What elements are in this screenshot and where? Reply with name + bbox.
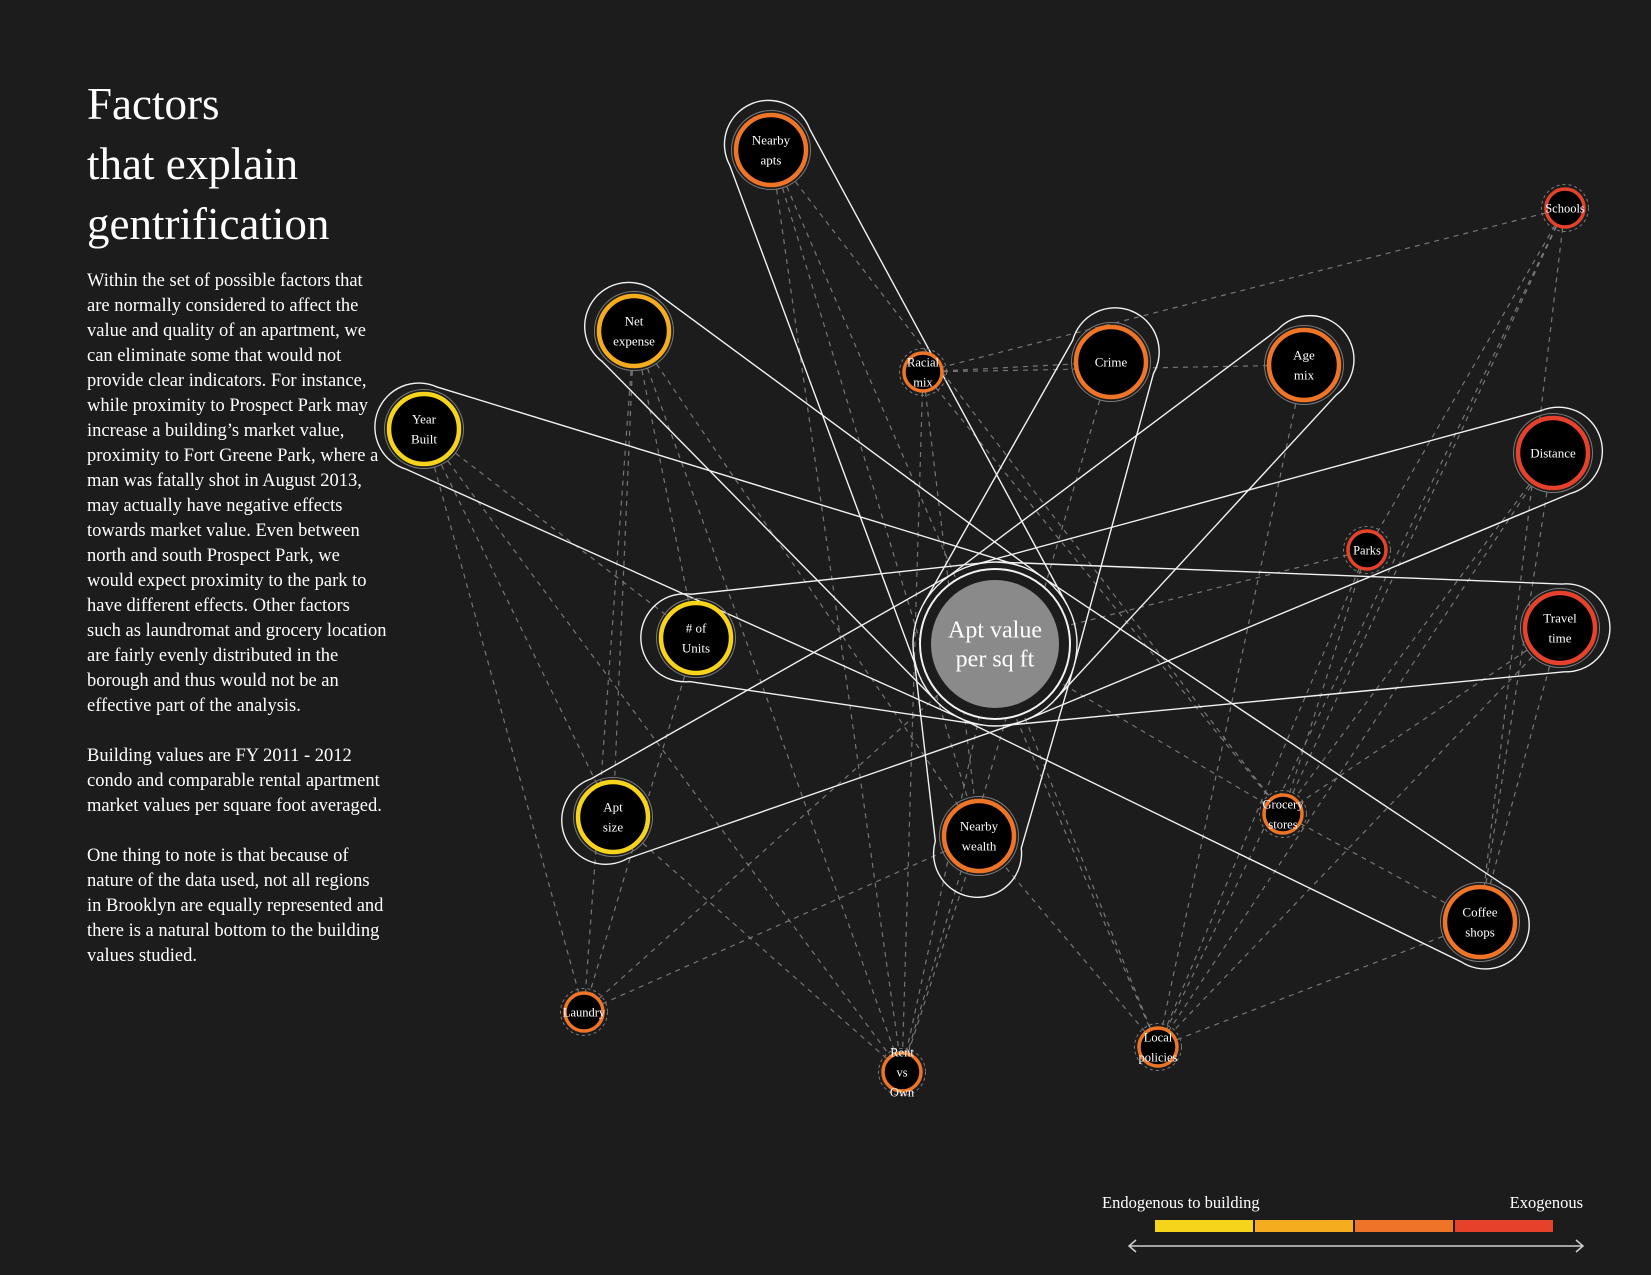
dashed-link-net-expense-rent-vs-own (634, 331, 902, 1072)
node-schools[interactable] (1542, 185, 1589, 232)
node-label-schools-1: Schools (1545, 201, 1585, 216)
node-label-year-built-2: Built (410, 431, 438, 447)
node-label-year-built-1: Year (412, 411, 436, 427)
dashed-link-year-built-num-units (424, 429, 696, 638)
node-label-distance-1: Distance (1530, 445, 1576, 461)
dashed-link-net-expense-nearby-wealth (634, 331, 979, 836)
description-paragraph-2: Building values are FY 2011 - 2012 condo and comparable rental apartment market values per square foot averaged. (87, 746, 382, 816)
node-circle-nearby-apts (736, 115, 806, 185)
legend-swatch-4 (1455, 1220, 1553, 1232)
dashed-link-year-built-laundry (424, 429, 584, 1012)
node-label-net-expense-2: expense (613, 333, 655, 349)
title-line-3: gentrification (87, 199, 330, 249)
center-label-line-2: per sq ft (955, 646, 1035, 673)
dashed-link-parks-grocery-stores (1283, 550, 1367, 814)
dashed-link-age-mix-local-policies (1158, 365, 1304, 1047)
node-year-built[interactable] (385, 390, 464, 469)
node-circle-age-mix (1269, 330, 1339, 400)
dashed-link-coffee-shops-local-policies (1158, 922, 1480, 1047)
node-label-nearby-wealth-2: wealth (961, 838, 997, 854)
title-line-2: that explain (87, 139, 299, 189)
node-label-local-policies-2: policies (1138, 1050, 1178, 1065)
legend-swatch-3 (1355, 1220, 1453, 1232)
legend-exogenous-label: Exogenous (1509, 1193, 1583, 1212)
node-circle-travel-time (1525, 593, 1595, 663)
legend-swatch-1 (1155, 1220, 1253, 1232)
dashed-link-local-policies-nearby-wealth (979, 836, 1158, 1047)
dashed-link-apt-size-rent-vs-own (613, 817, 902, 1072)
node-label-racial-mix-1: Racial (907, 355, 939, 370)
node-net-expense[interactable] (595, 292, 674, 371)
node-travel-time[interactable] (1521, 589, 1600, 668)
dashed-link-year-built-rent-vs-own (424, 429, 902, 1072)
legend-swatch-2 (1255, 1220, 1353, 1232)
dashed-link-distance-coffee-shops (1480, 453, 1553, 922)
node-label-rent-vs-own-3: Own (889, 1085, 915, 1100)
double-arrow-icon (1125, 1238, 1587, 1254)
title-line-1: Factors (87, 79, 220, 129)
node-label-coffee-shops-1: Coffee (1462, 904, 1498, 920)
capsule-link-distance (973, 407, 1602, 720)
dashed-link-schools-grocery-stores (1283, 208, 1565, 814)
node-grocery-stores[interactable] (1260, 791, 1307, 838)
node-crime[interactable] (1072, 323, 1151, 402)
node-label-apt-size-2: size (602, 819, 624, 835)
node-apt-size[interactable] (574, 778, 653, 857)
dashed-link-nearby-apts-nearby-wealth (771, 150, 979, 836)
node-nearby-apts[interactable] (732, 111, 811, 190)
node-label-rent-vs-own-1: Rent (890, 1045, 914, 1060)
node-distance[interactable] (1514, 414, 1593, 493)
description-paragraph-3: One thing to note is that because of nature of the data used, not all regions in Brooklyn are equally represented and there is a natural bottom to the building values studied. (87, 846, 384, 966)
dashed-link-net-expense-num-units (634, 331, 696, 638)
node-label-coffee-shops-2: shops (1465, 924, 1495, 940)
node-rent-vs-own[interactable] (879, 1046, 926, 1100)
center-label-line-1: Apt value (948, 617, 1042, 644)
node-label-age-mix-2: mix (1293, 367, 1315, 383)
dashed-link-laundry-nearby-wealth (584, 836, 979, 1012)
node-label-grocery-stores-1: Grocery (1262, 797, 1304, 812)
dashed-link-travel-time-grocery-stores (1283, 628, 1560, 814)
dashed-link-nearby-apts-rent-vs-own (771, 150, 902, 1072)
node-label-nearby-wealth-1: Nearby (959, 818, 999, 834)
description-paragraph-1: Within the set of possible factors that are normally considered to affect the value and quality of an apartment, we can eliminate some that would not provide clear indicators. For instance, while proximity to Prospect Park may increase a building’s market value, proximity to Fort Greene Park, where a man was fatally shot in August 2013, may actually have negative effects towards market value. Even between north and south Prospect Park, we would expect proximity to the park to have different effects. Other factors such as laundromat and grocery location are fairly evenly distributed in the borough and thus would not be an effective part of the analysis. (87, 271, 387, 716)
center-node (931, 580, 1059, 708)
dashed-link-schools-parks (1367, 208, 1565, 550)
node-laundry[interactable] (561, 989, 608, 1036)
node-parks[interactable] (1344, 527, 1391, 574)
node-num-units[interactable] (657, 599, 736, 678)
node-circle-coffee-shops (1445, 887, 1515, 957)
dashed-link-distance-grocery-stores (1283, 453, 1553, 814)
node-coffee-shops[interactable] (1441, 883, 1520, 962)
legend-color-scale (1155, 1220, 1555, 1232)
dashed-link-year-built-apt-size (424, 429, 613, 817)
node-label-nearby-apts-2: apts (760, 152, 782, 168)
dashed-link-racial-mix-rent-vs-own (902, 372, 923, 1072)
node-label-parks-1: Parks (1353, 543, 1381, 558)
node-label-nearby-apts-1: Nearby (751, 132, 791, 148)
dashed-link-schools-racial-mix (923, 208, 1565, 372)
node-label-net-expense-1: Net (624, 313, 644, 329)
node-label-racial-mix-2: mix (913, 375, 933, 390)
node-label-num-units-2: Units (681, 640, 711, 656)
node-age-mix[interactable] (1265, 326, 1344, 405)
node-label-laundry-1: Laundry (562, 1005, 606, 1020)
node-nearby-wealth[interactable] (940, 797, 1019, 876)
node-circle-net-expense (599, 296, 669, 366)
node-racial-mix[interactable] (900, 349, 947, 396)
node-label-crime-1: Crime (1094, 354, 1128, 370)
node-circle-num-units (661, 603, 731, 673)
node-label-local-policies-1: Local (1143, 1030, 1173, 1045)
node-local-policies[interactable] (1135, 1024, 1182, 1071)
dashed-link-schools-coffee-shops (1480, 208, 1565, 922)
dashed-link-net-expense-laundry (584, 331, 634, 1012)
node-label-travel-time-1: Travel (1543, 610, 1577, 626)
node-circle-nearby-wealth (944, 801, 1014, 871)
node-label-age-mix-1: Age (1293, 347, 1315, 363)
node-label-apt-size-1: Apt (603, 799, 623, 815)
node-circle-apt-size (578, 782, 648, 852)
node-label-num-units-1: # of (685, 620, 707, 636)
node-label-grocery-stores-2: stores (1268, 817, 1298, 832)
node-label-rent-vs-own-2: vs (896, 1065, 908, 1080)
node-circle-year-built (389, 394, 459, 464)
legend-endogenous-label: Endogenous to building (1102, 1193, 1260, 1212)
node-label-travel-time-2: time (1548, 630, 1572, 646)
